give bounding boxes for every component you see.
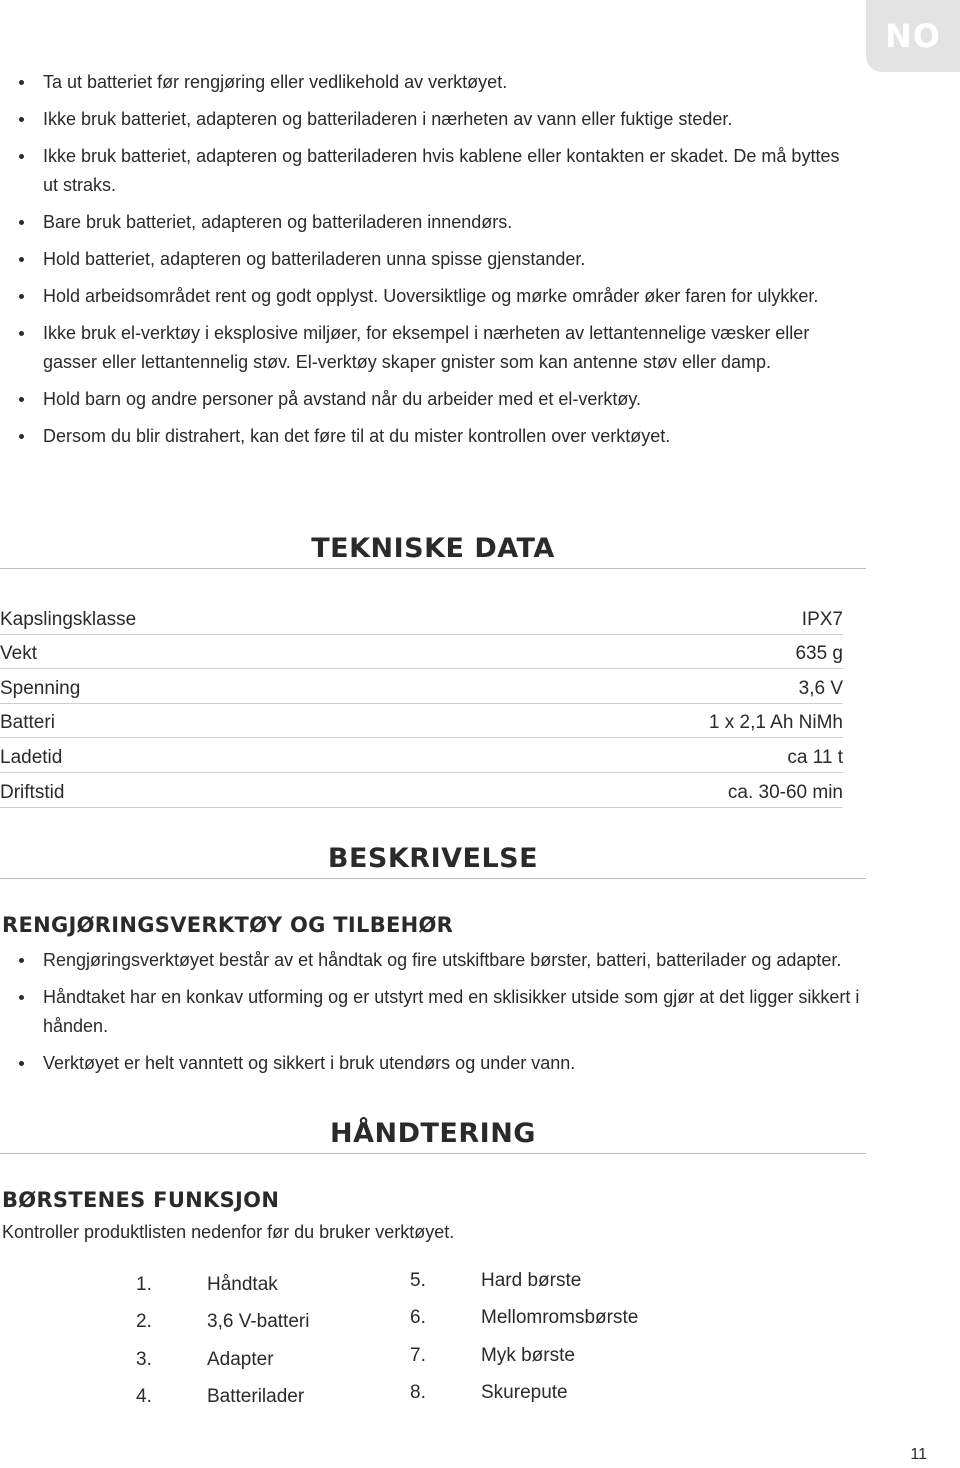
spec-value: 3,6 V: [798, 677, 843, 699]
part-number: 1.: [136, 1273, 152, 1295]
list-item: Ta ut batteriet før rengjøring eller vedlikehold av verktøyet.: [0, 68, 880, 97]
part-name: Håndtak: [207, 1273, 278, 1295]
spec-label: Spenning: [0, 677, 81, 699]
list-item: Ikke bruk batteriet, adapteren og batteriladeren hvis kablene eller kontakten er skadet. De må byttes ut straks.: [0, 142, 853, 200]
spec-value: ca 11 t: [787, 746, 843, 768]
description-bullet-list: [0, 946, 880, 1078]
spec-value: ca. 30-60 min: [727, 781, 843, 803]
brush-function-subheading: BØRSTENES FUNKSJON: [2, 1188, 280, 1212]
spec-label: Vekt: [0, 643, 37, 665]
spec-value: IPX7: [801, 608, 843, 630]
list-item: Hold arbeidsområdet rent og godt opplyst. Uoversiktlige og mørke områder øker faren for ulykker.: [0, 282, 823, 311]
part-number: 7.: [410, 1344, 426, 1366]
spec-value: 1 x 2,1 Ah NiMh: [708, 712, 843, 734]
technical-data-table: [0, 600, 843, 808]
list-item: [410, 1375, 638, 1413]
intro-text: Kontroller produktlisten nedenfor før du bruker verktøyet.: [2, 1222, 455, 1242]
cleaning-tool-subheading: RENGJØRINGSVERKTØY OG TILBEHØR: [2, 913, 454, 937]
part-number: 5.: [410, 1269, 426, 1291]
list-item: [136, 1379, 309, 1417]
list-item: Ikke bruk batteriet, adapteren og batteriladeren i nærheten av vann eller fuktige steder.: [0, 105, 880, 134]
list-item: [410, 1262, 638, 1300]
part-name: Hard børste: [481, 1269, 582, 1291]
list-item: Hold batteriet, adapteren og batteriladeren unna spisse gjenstander.: [0, 245, 880, 274]
list-item: [410, 1300, 638, 1338]
table-row: [0, 600, 843, 635]
table-row: [0, 773, 843, 808]
list-item: Rengjøringsverktøyet består av et håndtak og fire utskiftbare børster, batteri, batterilader og adapter.: [0, 946, 843, 975]
spec-label: Kapslingsklasse: [0, 608, 137, 630]
part-name: Myk børste: [481, 1344, 575, 1366]
description-title: BESKRIVELSE: [0, 843, 866, 879]
page-number: 11: [910, 1446, 927, 1463]
part-name: Mellomromsbørste: [481, 1307, 639, 1329]
list-item: Håndtaket har en konkav utforming og er utstyrt med en sklisikker utside som gjør at det ligger sikkert i hånden.: [0, 983, 863, 1041]
list-item: Ikke bruk el-verktøy i eksplosive miljøer, for eksempel i nærheten av lettantennelige væsker eller gasser eller lettantennelig støv. El-verktøy skaper gnister som kan antenne støv eller damp.: [0, 319, 868, 377]
language-tab: NO: [866, 0, 960, 72]
table-row: [0, 704, 843, 739]
part-name: Adapter: [207, 1348, 274, 1370]
part-name: Skurepute: [481, 1382, 568, 1404]
parts-list-left: [136, 1266, 309, 1416]
part-number: 4.: [136, 1386, 152, 1408]
list-item: Bare bruk batteriet, adapteren og batteriladeren innendørs.: [0, 208, 880, 237]
table-row: [0, 669, 843, 704]
part-name: Batterilader: [207, 1386, 305, 1408]
safety-bullet-list: [0, 68, 880, 451]
spec-label: Driftstid: [0, 781, 65, 803]
part-number: 8.: [410, 1382, 426, 1404]
list-item: [136, 1266, 309, 1304]
spec-label: Batteri: [0, 712, 55, 734]
list-item: [136, 1341, 309, 1379]
part-number: 3.: [136, 1348, 152, 1370]
table-row: [0, 738, 843, 773]
list-item: Verktøyet er helt vanntett og sikkert i bruk utendørs og under vann.: [0, 1049, 880, 1078]
list-item: [136, 1304, 309, 1342]
part-name: 3,6 V-batteri: [207, 1311, 310, 1333]
part-number: 6.: [410, 1307, 426, 1329]
handling-title: HÅNDTERING: [0, 1118, 866, 1154]
spec-label: Ladetid: [0, 746, 63, 768]
spec-value: 635 g: [795, 643, 843, 665]
technical-data-title: TEKNISKE DATA: [0, 533, 866, 569]
table-row: [0, 635, 843, 670]
parts-list-right: [410, 1262, 638, 1412]
list-item: Dersom du blir distrahert, kan det føre til at du mister kontrollen over verktøyet.: [0, 422, 880, 451]
list-item: Hold barn og andre personer på avstand når du arbeider med et el-verktøy.: [0, 385, 880, 414]
part-number: 2.: [136, 1311, 152, 1333]
list-item: [410, 1337, 638, 1375]
